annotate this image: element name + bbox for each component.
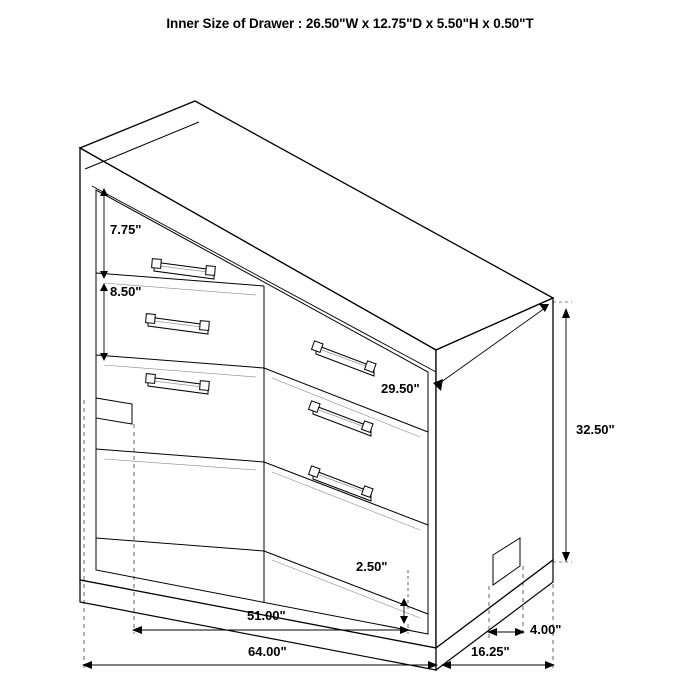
dimension-label-drawer-front-width: 51.00" [247, 608, 286, 623]
dimension-label-side-depth: 16.25" [471, 644, 510, 659]
dimension-label-drawer-top-height: 7.75" [110, 222, 142, 237]
dimension-label-total-width: 64.00" [248, 644, 287, 659]
page-title: Inner Size of Drawer : 26.50"W x 12.75"D x 5.50"H x 0.50"T [166, 16, 534, 31]
dimension-label-total-height: 32.50" [576, 422, 615, 437]
dimension-label-depth-diagonal: 29.50" [381, 381, 420, 396]
dimension-label-foot-width: 4.00" [530, 622, 562, 637]
dimension-label-leg-height: 2.50" [356, 559, 388, 574]
dimension-label-drawer-mid-height: 8.50" [110, 284, 142, 299]
